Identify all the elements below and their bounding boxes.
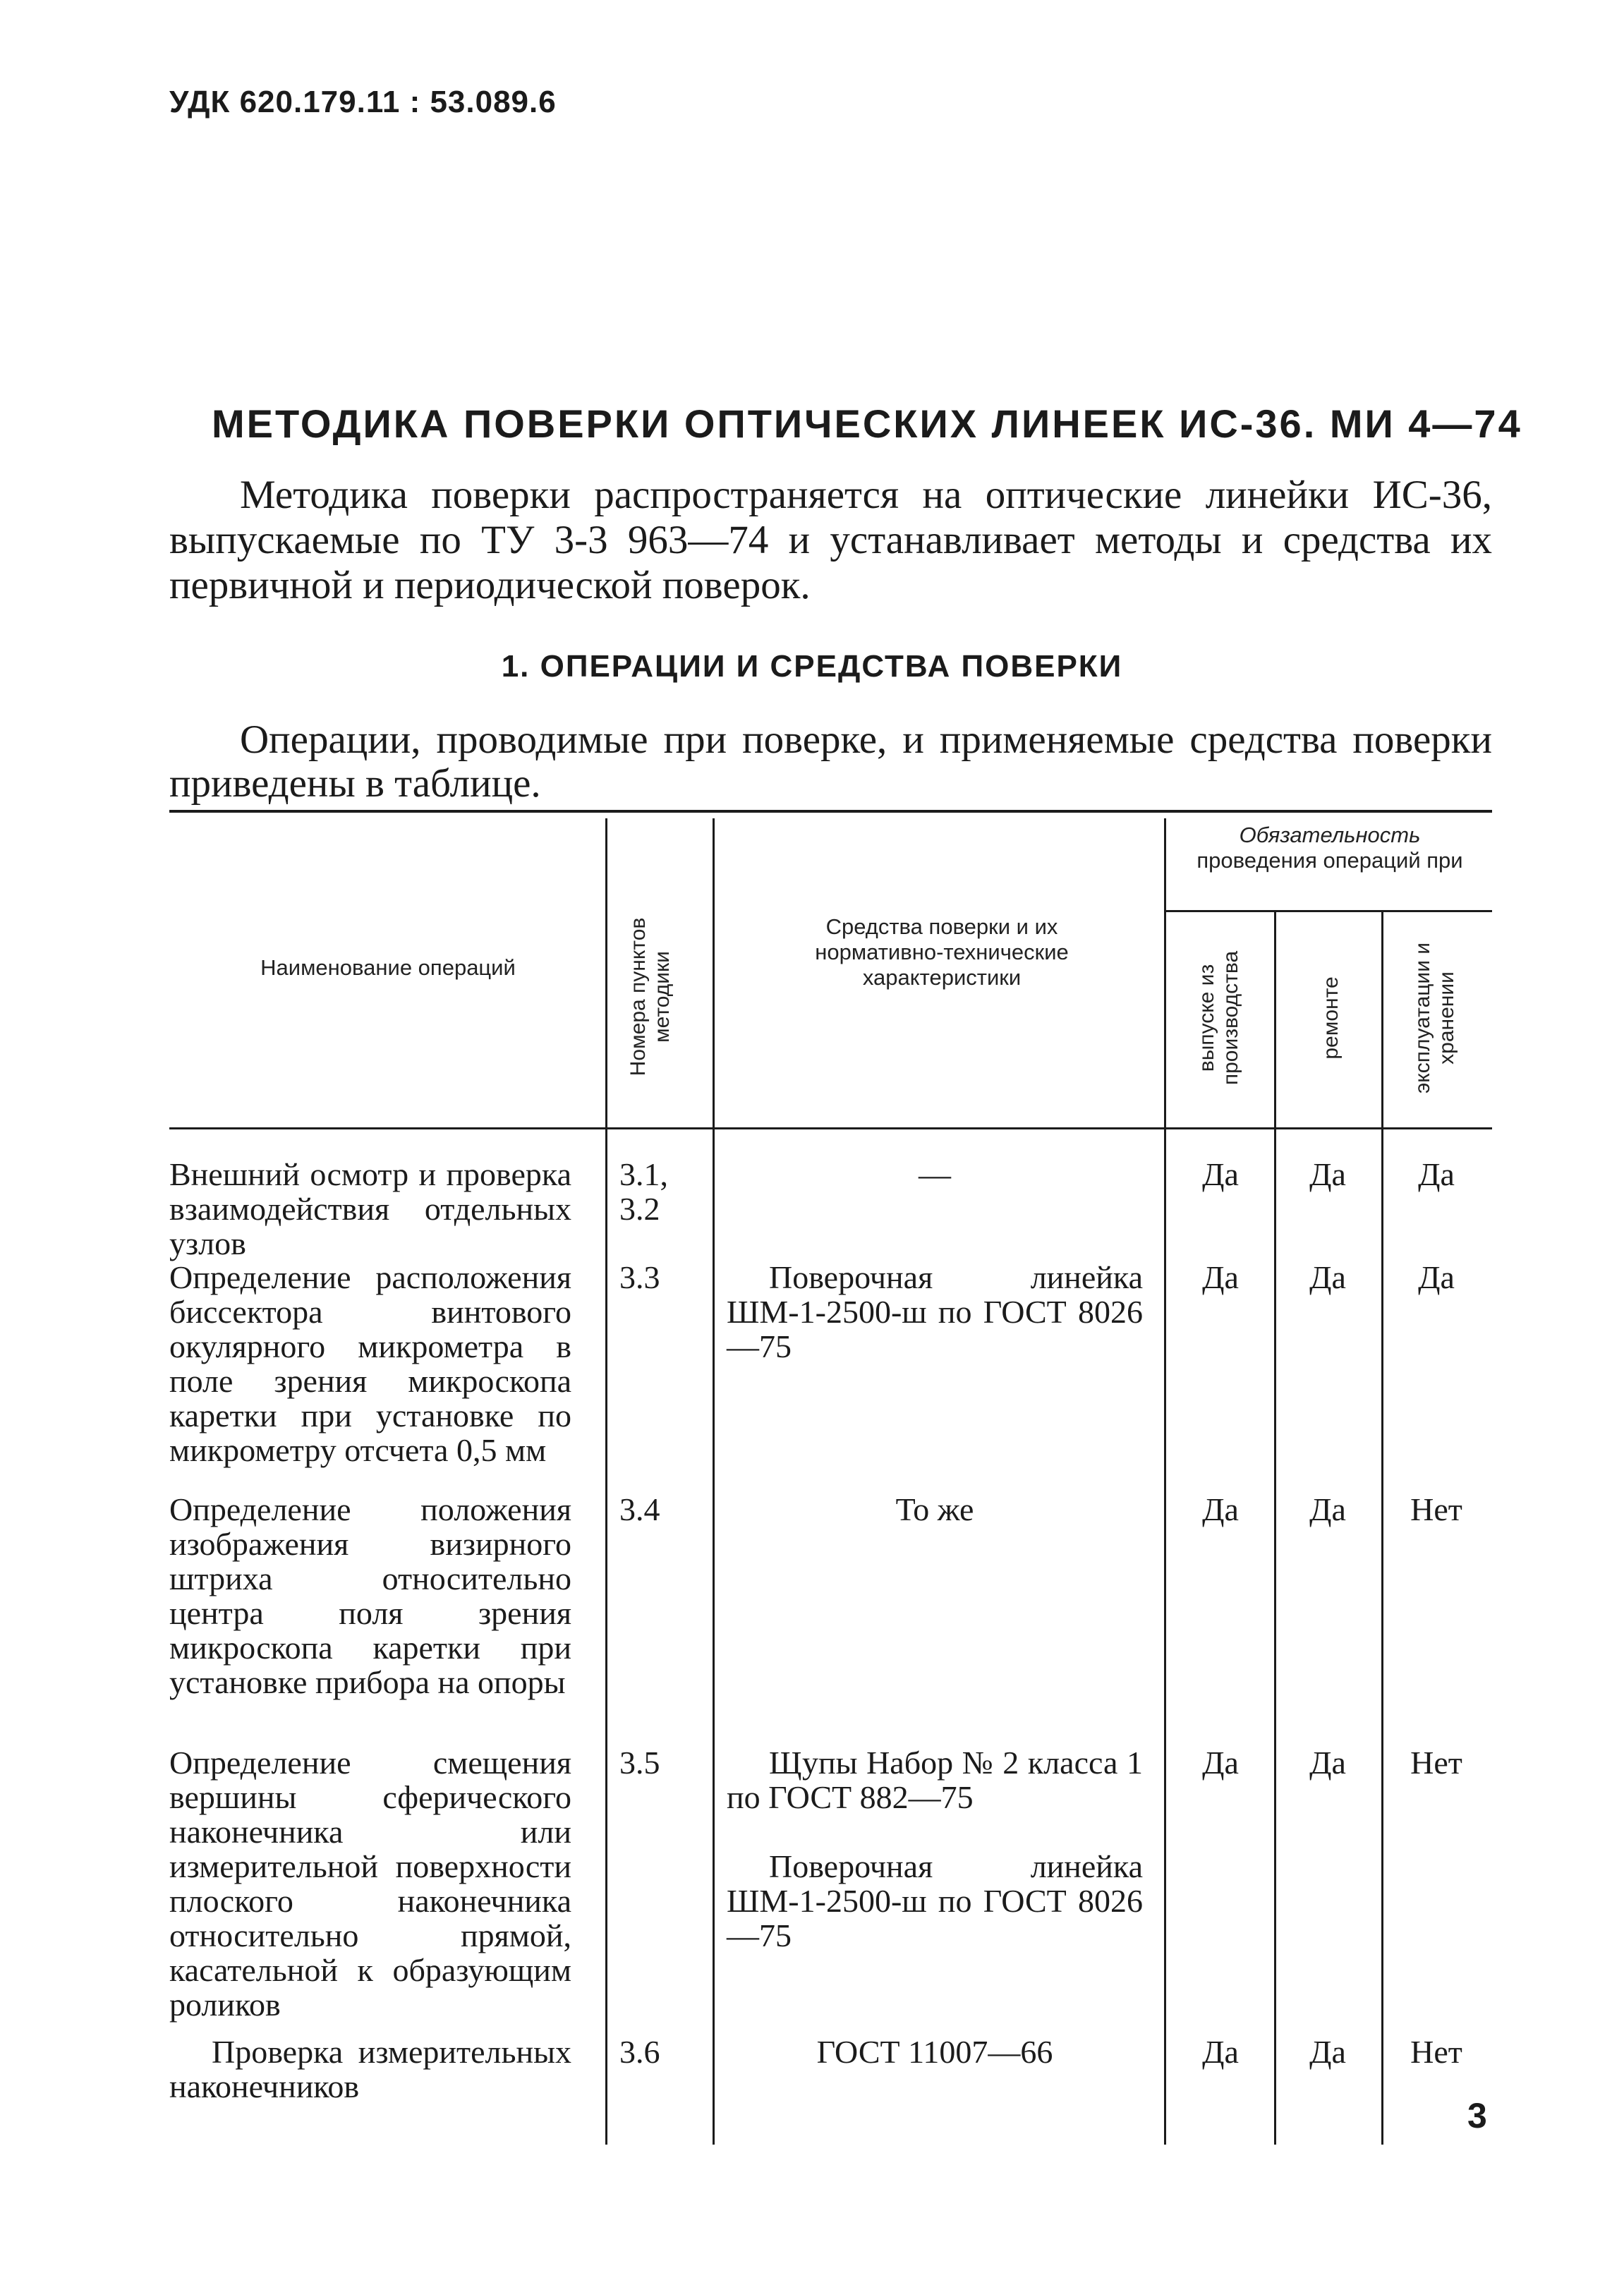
row-5-operation: Нет	[1410, 2034, 1462, 2070]
row-2-repair: Да	[1309, 1259, 1346, 1295]
header-release: выпуске из производства	[1195, 950, 1242, 1086]
row-2-number: 3.3	[619, 1259, 660, 1295]
row-5-name: Проверка измерительных наконечников	[169, 2034, 571, 2104]
column-divider-4	[1274, 911, 1276, 2145]
row-1-number: 3.1, 3.2	[619, 1156, 668, 1227]
row-1-repair: Да	[1309, 1156, 1346, 1192]
row-4-release: Да	[1202, 1745, 1239, 1781]
row-1-name: Внешний осмотр и проверка взаимодействия отдельных узлов	[169, 1156, 571, 1261]
column-divider-5	[1381, 911, 1383, 2145]
header-bottom-rule	[169, 1127, 1492, 1129]
row-2-name: Определение расположения биссектора винтового окулярного микрометра в поле зрения микроскопа каретки при установке по микрометру отсчета 0,5 мм	[169, 1259, 571, 1468]
column-divider-2	[713, 818, 715, 2145]
header-name: Наименование операций	[260, 955, 516, 980]
column-divider-3	[1164, 818, 1166, 2145]
document-title: МЕТОДИКА ПОВЕРКИ ОПТИЧЕСКИХ ЛИНЕЕК ИС-36. МИ 4—74	[212, 401, 1522, 446]
udk-code: УДК 620.179.11 : 53.089.6	[169, 85, 557, 119]
row-4-name: Определение смещения вершины сферического наконечника или измерительной поверхности плоского наконечника относительно прямой, касательной к образующим роликов	[169, 1745, 571, 2023]
row-2-operation: Да	[1418, 1259, 1455, 1295]
header-repair: ремонте	[1319, 976, 1343, 1060]
header-operation: эксплуатации и хранении	[1411, 942, 1458, 1094]
row-4-operation: Нет	[1410, 1745, 1462, 1781]
column-divider-1	[605, 818, 607, 2145]
row-4-number: 3.5	[619, 1745, 660, 1781]
table-top-rule	[169, 810, 1492, 813]
row-1-operation: Да	[1418, 1156, 1455, 1192]
row-2-release: Да	[1202, 1259, 1239, 1295]
section-title: 1. ОПЕРАЦИИ И СРЕДСТВА ПОВЕРКИ	[501, 649, 1123, 684]
obligation-rule	[1164, 910, 1492, 912]
row-4-means: Щупы Набор № 2 класса 1 по ГОСТ 882—75	[727, 1745, 1143, 1815]
row-3-number: 3.4	[619, 1491, 660, 1527]
row-3-release: Да	[1202, 1491, 1239, 1527]
row-5-number: 3.6	[619, 2034, 660, 2070]
header-means: Средства поверки и их нормативно-технические характеристики	[815, 914, 1069, 990]
row-2-means: Поверочная линейка ШМ-1-2500-ш по ГОСТ 8026—75	[727, 1259, 1143, 1364]
page-number: 3	[1467, 2096, 1487, 2135]
row-3-repair: Да	[1309, 1491, 1346, 1527]
header-obligation-sub: проведения операций при	[1196, 848, 1463, 873]
header-obligation: Обязательность	[1239, 823, 1421, 847]
row-3-means: То же	[895, 1491, 974, 1527]
intro-paragraph: Методика поверки распространяется на оптические линейки ИС-36, выпускаемые по ТУ 3-3 963—74 и устанавливает методы и средства их первичной и периодической поверок.	[169, 473, 1492, 607]
row-5-means: ГОСТ 11007—66	[816, 2034, 1053, 2070]
row-5-repair: Да	[1309, 2034, 1346, 2070]
row-4-means-2: Поверочная линейка ШМ-1-2500-ш по ГОСТ 8026—75	[727, 1848, 1143, 1953]
header-number: Номера пунктов методики	[626, 917, 674, 1077]
row-5-release: Да	[1202, 2034, 1239, 2070]
row-3-operation: Нет	[1410, 1491, 1462, 1527]
row-1-release: Да	[1202, 1156, 1239, 1192]
operations-paragraph: Операции, проводимые при поверке, и применяемые средства поверки приведены в таблице.	[169, 717, 1492, 806]
row-1-means: —	[919, 1156, 951, 1192]
row-4-repair: Да	[1309, 1745, 1346, 1781]
row-3-name: Определение положения изображения визирного штриха относительно центра поля зрения микроскопа каретки при установке прибора на опоры	[169, 1491, 571, 1700]
